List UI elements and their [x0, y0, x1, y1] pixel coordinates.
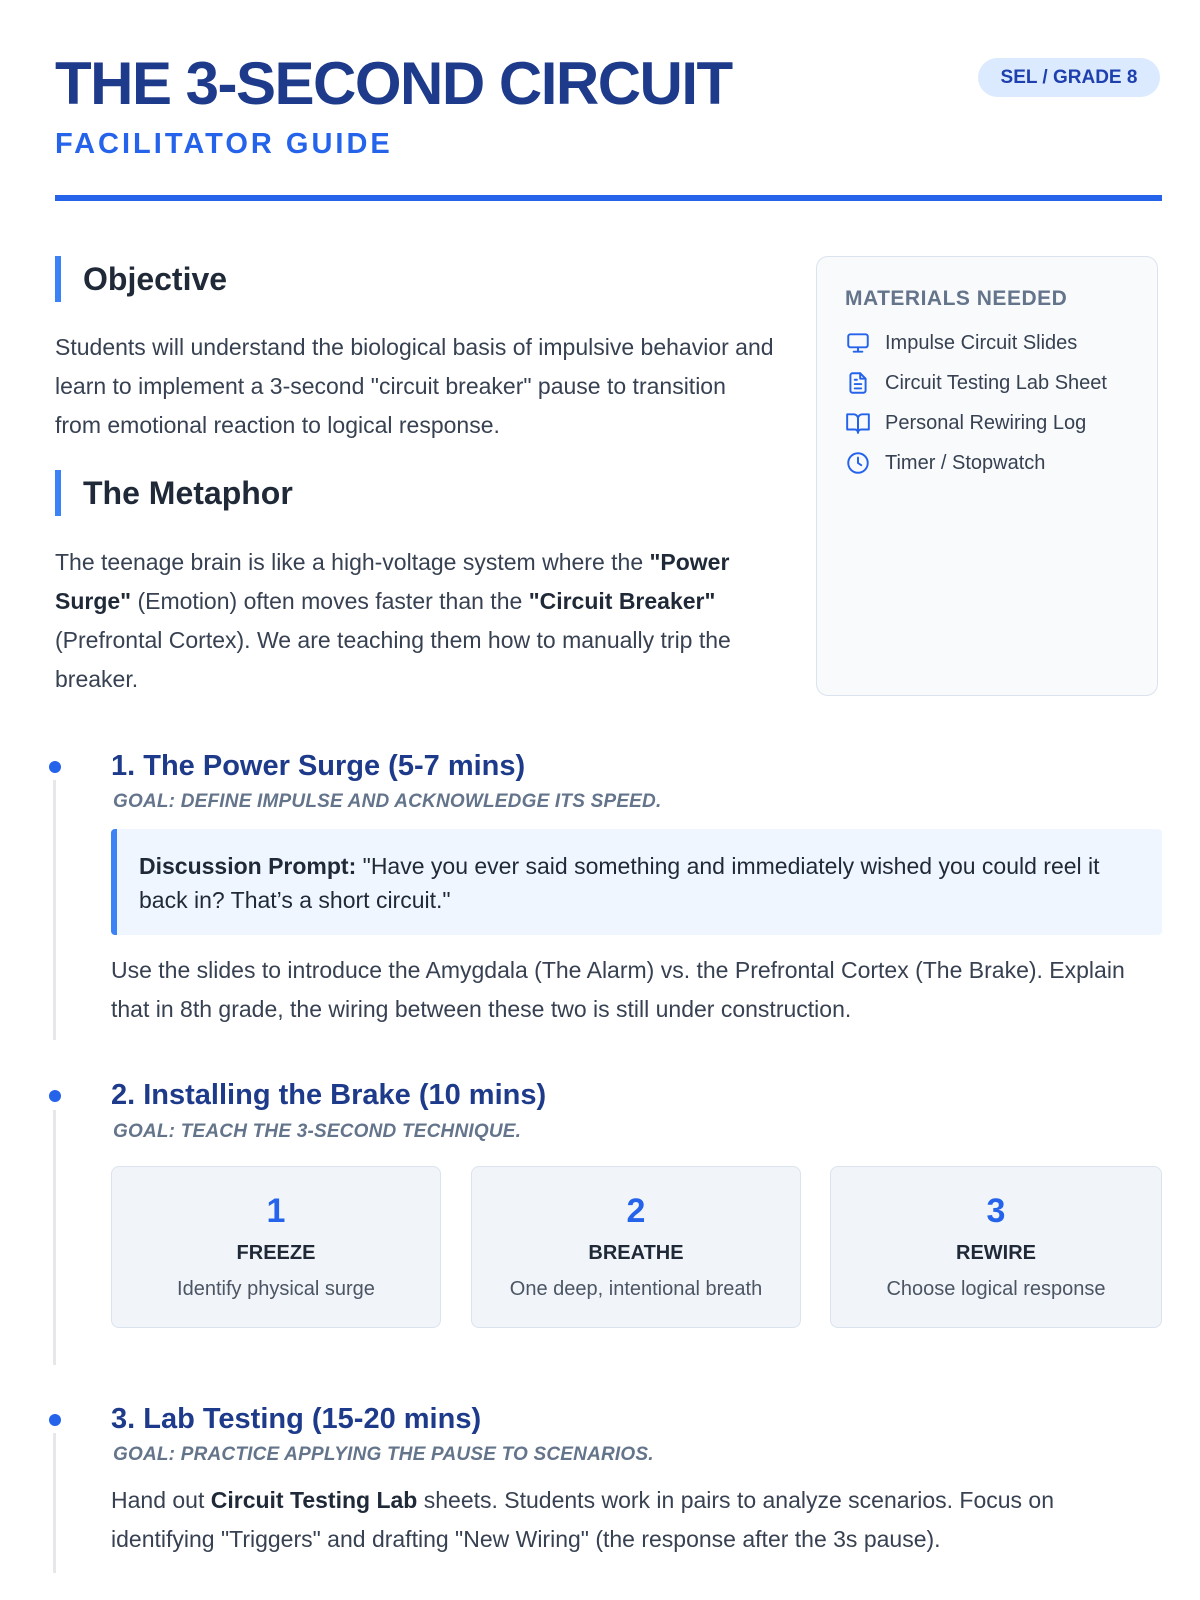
- timeline-line: [53, 1110, 56, 1365]
- timeline-line: [53, 1433, 56, 1573]
- metaphor-text-part: (Prefrontal Cortex). We are teaching them how to manually trip the breaker.: [55, 627, 731, 692]
- discussion-prompt-label: Discussion Prompt:: [139, 853, 357, 879]
- book-icon: [845, 410, 871, 436]
- materials-card: [816, 256, 1158, 696]
- technique-description: One deep, intentional breath: [509, 1278, 763, 1300]
- step-2-goal: GOAL: TEACH THE 3-SECOND TECHNIQUE.: [113, 1121, 522, 1142]
- metaphor-text-part: (Emotion) often moves faster than the: [131, 588, 529, 614]
- technique-number: 2: [626, 1192, 646, 1230]
- step-2-title: 2. Installing the Brake (10 mins): [111, 1079, 547, 1111]
- material-item: [845, 443, 1157, 483]
- grade-badge: SEL / GRADE 8: [978, 58, 1160, 97]
- metaphor-heading: The Metaphor: [55, 470, 293, 516]
- material-item: [845, 323, 1157, 363]
- technique-card-breathe: [471, 1166, 801, 1328]
- step-3-text-part: sheets. Students work in pairs to analyze scenarios. Focus on identifying "Triggers" and drafting "New Wiring" (the response after the 3s pause).: [111, 1487, 1054, 1552]
- step-1-body: Use the slides to introduce the Amygdala (The Alarm) vs. the Prefrontal Cortex (The Brake). Explain that in 8th grade, the wiring between these two is still under construction.: [111, 957, 1125, 1022]
- technique-card-rewire: [830, 1166, 1162, 1328]
- page-title: THE 3-SECOND CIRCUIT: [55, 50, 732, 117]
- step-3-body: [111, 1481, 1161, 1559]
- monitor-icon: [845, 330, 871, 356]
- technique-label: FREEZE: [236, 1242, 316, 1264]
- materials-title: MATERIALS NEEDED: [845, 287, 1068, 310]
- lab-sheet-name: Circuit Testing Lab: [210, 1487, 418, 1513]
- page-subtitle: FACILITATOR GUIDE: [55, 128, 393, 160]
- step-3-goal: GOAL: PRACTICE APPLYING THE PAUSE TO SCENARIOS.: [113, 1444, 654, 1465]
- clock-icon: [845, 450, 871, 476]
- material-item: [845, 363, 1157, 403]
- metaphor-power-surge: "Power Surge": [55, 549, 730, 614]
- material-label: Impulse Circuit Slides: [885, 331, 1078, 354]
- timeline-line: [53, 780, 56, 1040]
- step-3-text-part: Hand out: [111, 1487, 211, 1513]
- step-3-title: 3. Lab Testing (15-20 mins): [111, 1403, 482, 1435]
- technique-description: Choose logical response: [886, 1278, 1106, 1300]
- technique-number: 1: [266, 1192, 286, 1230]
- step-1-goal: GOAL: DEFINE IMPULSE AND ACKNOWLEDGE ITS SPEED.: [113, 791, 662, 812]
- timeline-dot: [49, 1414, 61, 1426]
- material-item: [845, 403, 1157, 443]
- timeline-dot: [49, 761, 61, 773]
- technique-label: BREATHE: [588, 1242, 684, 1264]
- technique-card-freeze: [111, 1166, 441, 1328]
- metaphor-circuit-breaker: "Circuit Breaker": [528, 588, 716, 614]
- document-icon: [845, 370, 871, 396]
- discussion-prompt: [111, 829, 1162, 935]
- technique-description: Identify physical surge: [177, 1278, 375, 1300]
- metaphor-text-part: The teenage brain is like a high-voltage system where the: [55, 549, 650, 575]
- timeline-dot: [49, 1090, 61, 1102]
- objective-text: Students will understand the biological basis of impulsive behavior and learn to implement a 3-second "circuit breaker" pause to transition from emotional reaction to logical response.: [55, 334, 774, 438]
- header-divider: [55, 195, 1162, 201]
- discussion-prompt-text: "Have you ever said something and immediately wished you could reel it back in? That’s a short circuit.": [139, 853, 1100, 913]
- technique-number: 3: [986, 1192, 1006, 1230]
- metaphor-text: [55, 543, 775, 699]
- material-label: Timer / Stopwatch: [885, 451, 1046, 474]
- material-label: Personal Rewiring Log: [885, 411, 1087, 434]
- step-1-title: 1. The Power Surge (5-7 mins): [111, 750, 526, 782]
- material-label: Circuit Testing Lab Sheet: [885, 371, 1107, 394]
- objective-heading: Objective: [55, 256, 227, 302]
- technique-label: REWIRE: [956, 1242, 1036, 1264]
